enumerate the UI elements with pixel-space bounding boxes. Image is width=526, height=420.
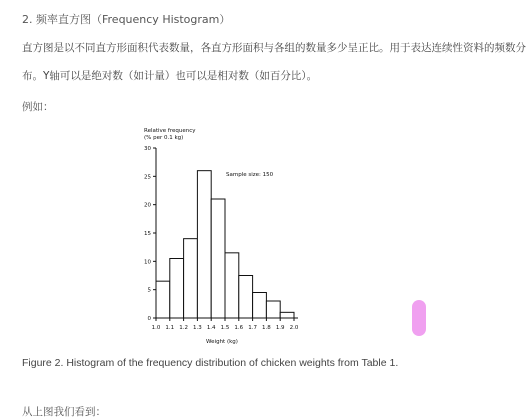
x-tick-label: 1.7 [248, 325, 257, 331]
histogram-bar [184, 239, 198, 318]
x-axis-label: Weight (kg) [206, 339, 238, 345]
histogram-chart [118, 118, 318, 348]
x-tick-label: 1.8 [262, 325, 271, 331]
x-tick-label: 1.9 [275, 325, 285, 331]
example-label: 例如： [22, 101, 54, 113]
x-tick-label: 1.3 [193, 325, 202, 331]
histogram-bar [280, 312, 294, 318]
x-tick-label: 1.6 [234, 325, 244, 331]
x-tick-label: 1.5 [220, 325, 230, 331]
y-tick-label: 30 [144, 146, 151, 152]
histogram-bar [253, 293, 267, 319]
histogram-bar [197, 171, 211, 318]
figure-caption: Figure 2. Histogram of the frequency distribution of chicken weights from Table 1. [22, 357, 399, 369]
x-tick-label: 1.1 [165, 325, 175, 331]
y-tick-label: 10 [144, 259, 151, 266]
side-tab-marker[interactable] [412, 300, 426, 336]
x-tick-label: 1.4 [206, 325, 216, 331]
histogram-bar [211, 199, 225, 318]
x-tick-label: 1.0 [151, 325, 161, 331]
x-tick-label: 1.2 [179, 325, 188, 331]
paragraph-line-1: 直方图是以不同直方形面积代表数量，各直方形面积与各组的数量多少呈正比。用于表达连续性资料的频数分 [22, 42, 526, 54]
y-tick-label: 15 [144, 231, 151, 237]
x-tick-label: 2.0 [289, 325, 299, 331]
y-tick-label: 0 [147, 316, 151, 322]
histogram-bar [156, 281, 170, 318]
histogram-bar [170, 259, 184, 319]
y-tick-label: 5 [147, 287, 151, 294]
y-axis-label-line-1: Relative frequency [144, 128, 196, 134]
section-heading: 2. 频率直方图（Frequency Histogram） [22, 13, 231, 26]
paragraph-line-2: 布。Y轴可以是绝对数（如计量）也可以是相对数（如百分比）。 [22, 70, 318, 82]
y-tick-label: 25 [144, 174, 151, 181]
y-tick-label: 20 [144, 202, 151, 209]
y-axis-label-line-2: (% per 0.1 kg) [144, 135, 184, 141]
sample-size-annotation: Sample size: 150 [226, 172, 274, 178]
histogram-bar [239, 276, 253, 319]
histogram-bar [225, 253, 239, 318]
histogram-bar [266, 301, 280, 318]
followup-text: 从上图我们看到： [22, 406, 106, 418]
histogram-figure [118, 118, 318, 348]
